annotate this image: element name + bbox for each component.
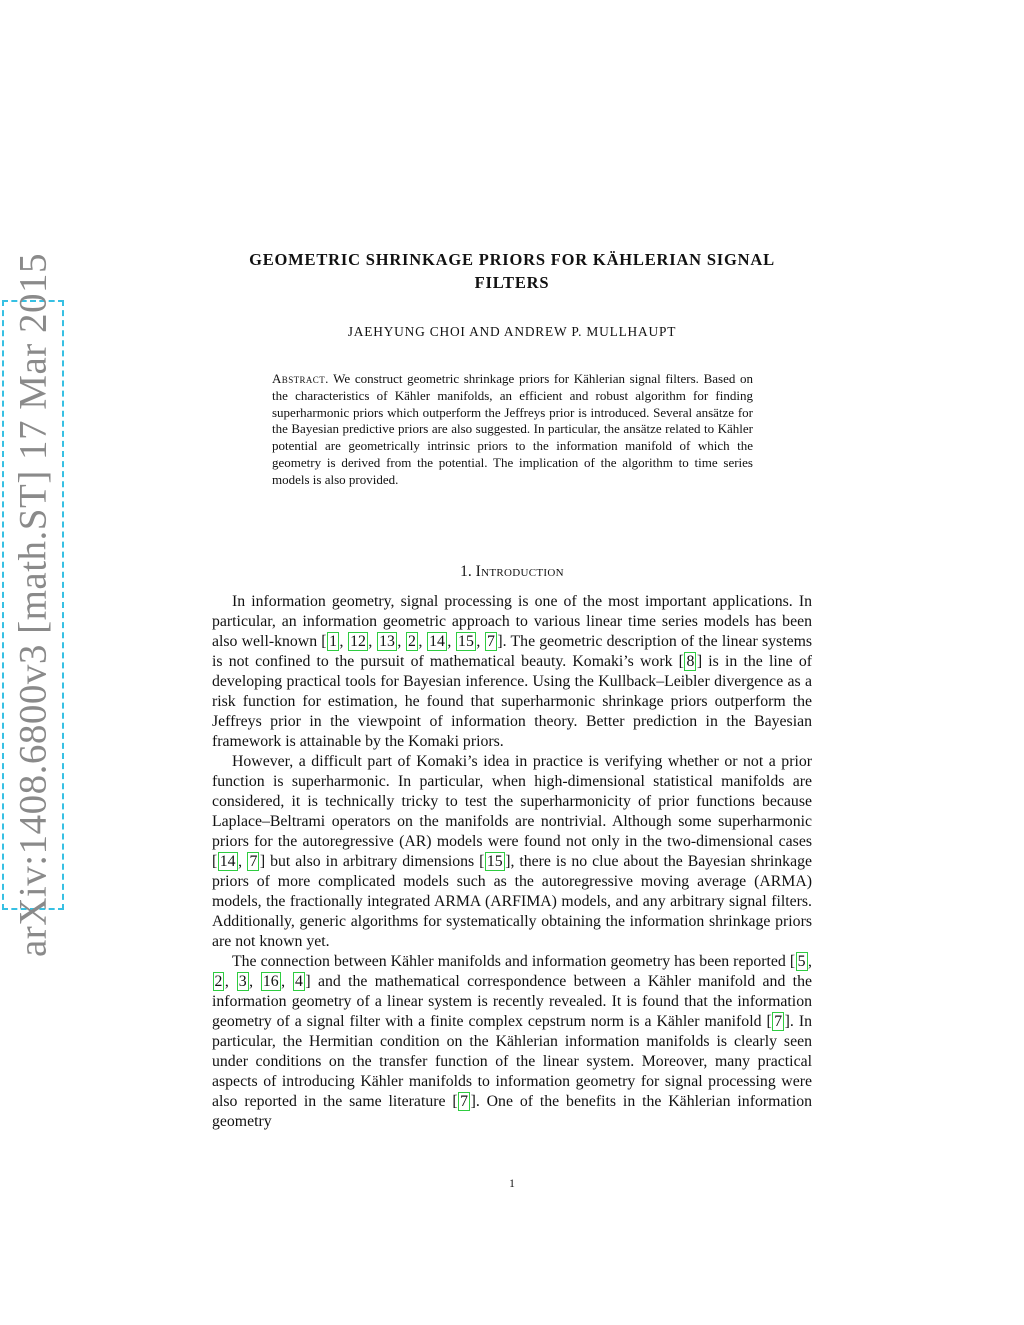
citation-link[interactable]: 13 xyxy=(379,633,395,650)
p3-text-d: ]. One of the benefits in the Kählerian information geometry xyxy=(212,1093,813,1130)
p1-text-a: In information geometry, signal processing is one of the most important applications. In particular, an information geometric approach to various linear time series models has been also well-known [ xyxy=(212,593,812,650)
citation-link[interactable]: 12 xyxy=(350,633,366,650)
page-number: 1 xyxy=(509,1178,515,1190)
title-line-2: FILTERS xyxy=(474,273,550,292)
p2-text-a: However, a difficult part of Komaki’s idea in practice is verifying whether or not a prior function is superharmonic. In particular, when high-dimensional statistical manifolds are considered, it is technically tricky to test the superharmonicity of prior functions because Laplace–Beltrami operators on the manifolds are nontrivial. Although some superharmonic priors for the autoregressive (AR) models were found not only in the two-dimensional cases [ xyxy=(212,753,812,870)
p3-text-b: ] and the mathematical correspondence between a Kähler manifold and the information geometry of a linear system is recently revealed. It is found that the information geometry of a signal filter with a finite complex cepstrum norm is a Kähler manifold [ xyxy=(212,973,812,1030)
citation-link[interactable]: 7 xyxy=(774,1013,783,1030)
citation-link[interactable]: 7 xyxy=(487,633,495,650)
abstract-text: We construct geometric shrinkage priors for Kählerian signal filters. Based on the characteristics of Kähler manifolds, an efficient and robust algorithm for finding superharmonic priors which outperform the Jeffreys prior is introduced. Several ansätze for the Bayesian predictive priors are also suggested. In particular, the ansätze related to Kähler potential are geometrically intrinsic priors to the information manifold of which the geometry is derived from the potential. The implication of the algorithm to time series models is also provided. xyxy=(272,371,753,487)
authors: JAEHYUNG CHOI AND ANDREW P. MULLHAUPT xyxy=(347,324,677,339)
paragraph-3: The connection between Kähler manifolds and information geometry has been reported [ 5 , 2 , 3 , 16 , 4 ] and the mathematical correspondence between a Kähler manifold and the information geometry of a linear system is recently revealed. It is found that the information geometry of a signal filter with a finite complex cepstrum norm is a Kähler manifold [ 7 ]. In particular, the Hermitian condition on the Kählerian information manifolds is clearly seen under conditions on the transfer function of the linear system. Moreover, many practical aspects of introducing Kähler manifolds to information geometry for signal processing were also reported in the same literature [ 7 ]. One of the benefits in the Kählerian information geometry xyxy=(212,953,813,1130)
p1-text-b: ]. The geometric description of the linear systems is not confined to the pursuit of mathematical beauty. Komaki’s work [ xyxy=(212,633,813,670)
citation-link[interactable]: 14 xyxy=(219,853,236,870)
abstract xyxy=(272,371,753,488)
paragraph-1: In information geometry, signal processing is one of the most important applications. In particular, an information geometric approach to various linear time series models has been also well-known [ 1 , 12 , 13 , 2 , 14 , 15 , 7 ]. The geometric description of the linear systems is not confined to the pursuit of mathematical beauty. Komaki’s work [ 8 ] is in the line of developing practical tools for Bayesian inference. Using the Kullback–Leibler divergence as a risk function for estimation, he found that superharmonic shrinkage priors outperform the Jeffreys prior in the viewpoint of information theory. Better prediction in the Bayesian framework is attainable by the Komaki priors. xyxy=(212,593,813,750)
body-text xyxy=(212,592,812,1132)
p2-text-b: ] but also in arbitrary dimensions [ xyxy=(259,853,485,870)
citation-link[interactable]: 14 xyxy=(429,633,445,650)
citation-link[interactable]: 2 xyxy=(214,973,223,990)
citation-link[interactable]: 7 xyxy=(249,853,258,870)
citation-link[interactable]: 5 xyxy=(797,953,806,970)
citation-link[interactable]: 4 xyxy=(294,973,303,990)
paragraph-2: However, a difficult part of Komaki’s idea in practice is verifying whether or not a prior function is superharmonic. In particular, when high-dimensional statistical manifolds are considered, it is technically tricky to test the superharmonicity of prior functions because Laplace–Beltrami operators on the manifolds are nontrivial. Although some superharmonic priors for the autoregressive (AR) models were found not only in the two-dimensional cases [ 14 , 7 ] but also in arbitrary dimensions [ 15 ], there is no clue about the Bayesian shrinkage priors of more complicated models such as the autoregressive moving average (ARMA) models, the fractionally integrated ARMA (ARFIMA) models, and any arbitrary signal filters. Additionally, generic algorithms for systematically obtaining the information shrinkage priors are not known yet. xyxy=(212,753,812,950)
citation-link[interactable]: 7 xyxy=(460,1093,469,1110)
p3-text-a: The connection between Kähler manifolds and information geometry has been reported [ xyxy=(232,953,796,970)
section-heading xyxy=(200,563,824,581)
citation-link[interactable]: 1 xyxy=(329,633,337,650)
citation-link[interactable]: 16 xyxy=(262,973,279,990)
p1-text-c: ] is in the line of developing practical tools for Bayesian inference. Using the Kullback–Leibler divergence as a risk function for estimation, he found that superharmonic shrinkage priors outperform the Jeffreys prior in the viewpoint of information theory. Better prediction in the Bayesian framework is attainable by the Komaki priors. xyxy=(212,653,813,750)
citation-link[interactable]: 8 xyxy=(686,653,695,670)
arxiv-identifier[interactable]: arXiv:1408.6800v3 [math.ST] 17 Mar 2015 xyxy=(11,252,55,958)
citation-link[interactable]: 15 xyxy=(458,633,474,650)
section-title: Introduction xyxy=(475,563,564,580)
citation-link[interactable]: 15 xyxy=(486,853,503,870)
p3-text-c: ]. In particular, the Hermitian condition on the Kählerian information manifolds is clearly seen under conditions on the transfer function of the linear system. Moreover, many practical aspects of introducing Kähler manifolds to information geometry for signal processing were also reported in the same literature [ xyxy=(212,1013,812,1110)
paper-title xyxy=(200,248,824,294)
section-number: 1. xyxy=(460,563,472,580)
citation-link[interactable]: 2 xyxy=(408,633,416,650)
abstract-label: Abstract. xyxy=(272,371,329,386)
citation-link[interactable]: 3 xyxy=(238,973,247,990)
title-line-1: GEOMETRIC SHRINKAGE PRIORS FOR KÄHLERIAN SIGNAL xyxy=(249,250,775,269)
p2-text-c: ], there is no clue about the Bayesian shrinkage priors of more complicated models such as the autoregressive moving average (ARMA) models, the fractionally integrated ARMA (ARFIMA) models, and any arbitrary signal filters. Additionally, generic algorithms for systematically obtaining the information shrinkage priors are not known yet. xyxy=(212,853,812,950)
